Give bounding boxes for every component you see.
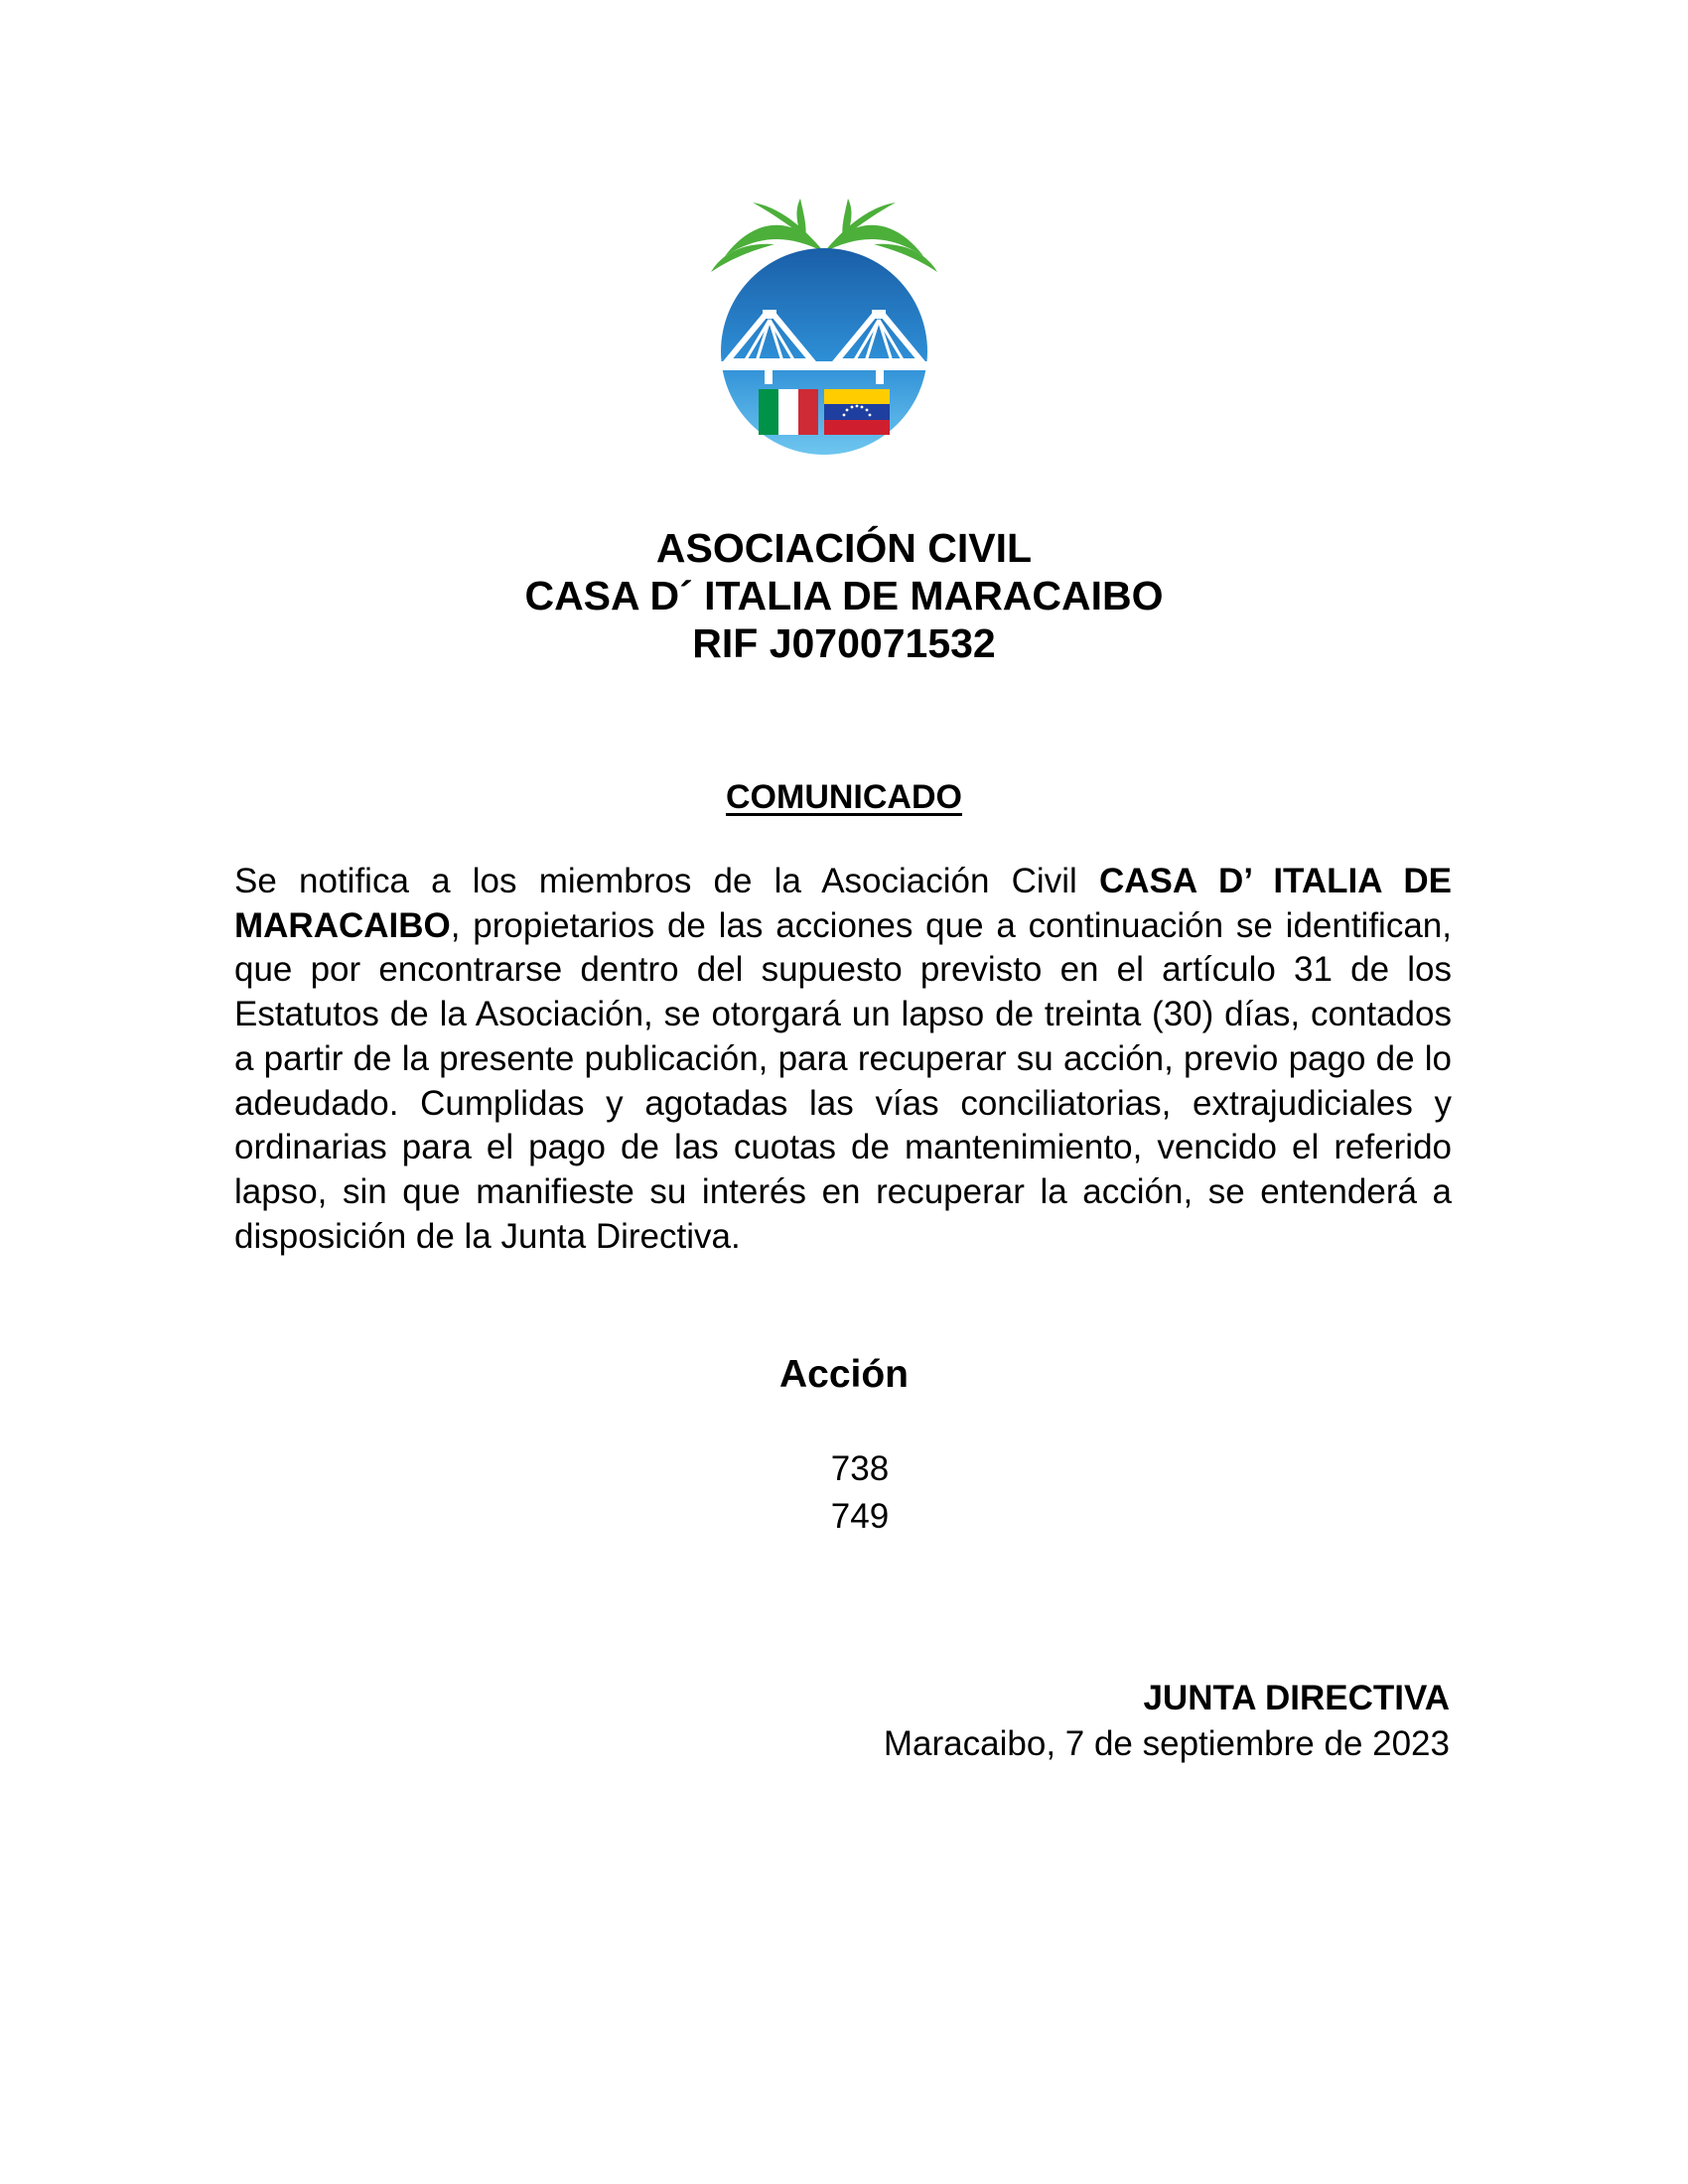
casa-italia-logo — [705, 195, 943, 473]
signature-name: JUNTA DIRECTIVA — [1143, 1679, 1450, 1717]
notice-heading: COMUNICADO — [726, 778, 962, 816]
organization-type-title: ASOCIACIÓN CIVIL — [655, 525, 1033, 571]
notice-intro: Se notifica a los miembros de la Asociación Civil — [234, 862, 1099, 900]
notice-body — [234, 860, 1452, 1259]
notice-body-text: , propietarios de las acciones que a continuación se identifican, que por encontrarse dentro del supuesto previsto en el artículo 31 de los Estatutos de la Asociación, se otorgará un lapso de treinta (30) días, contados a partir de la presente publicación, para recuperar su acción, previo pago de lo adeudado. Cumplidas y agotadas las vías conciliatorias, extrajudiciales y ordinarias para el pago de las cuotas de mantenimiento, vencido el referido lapso, sin que manifieste su interés en recuperar la acción, se entenderá a disposición de la Junta Directiva. — [234, 905, 1452, 1256]
accion-number: 738 — [830, 1449, 890, 1488]
venezuela-flag-icon — [824, 389, 890, 435]
list-item — [0, 1493, 1688, 1541]
accion-list — [0, 1445, 1688, 1541]
list-item — [0, 1445, 1688, 1493]
accion-label: Acción — [778, 1353, 910, 1396]
organization-rif: RIF J070071532 — [692, 620, 996, 666]
accion-number: 749 — [830, 1497, 890, 1536]
notice-organization-bold: CASA D’ ITALIA DE MARACAIBO — [234, 862, 1452, 945]
signature-block — [884, 1676, 1450, 1767]
signature-place-date: Maracaibo, 7 de septiembre de 2023 — [883, 1724, 1450, 1763]
italy-flag-icon — [759, 389, 818, 435]
organization-name-title: CASA D´ ITALIA DE MARACAIBO — [524, 573, 1164, 618]
